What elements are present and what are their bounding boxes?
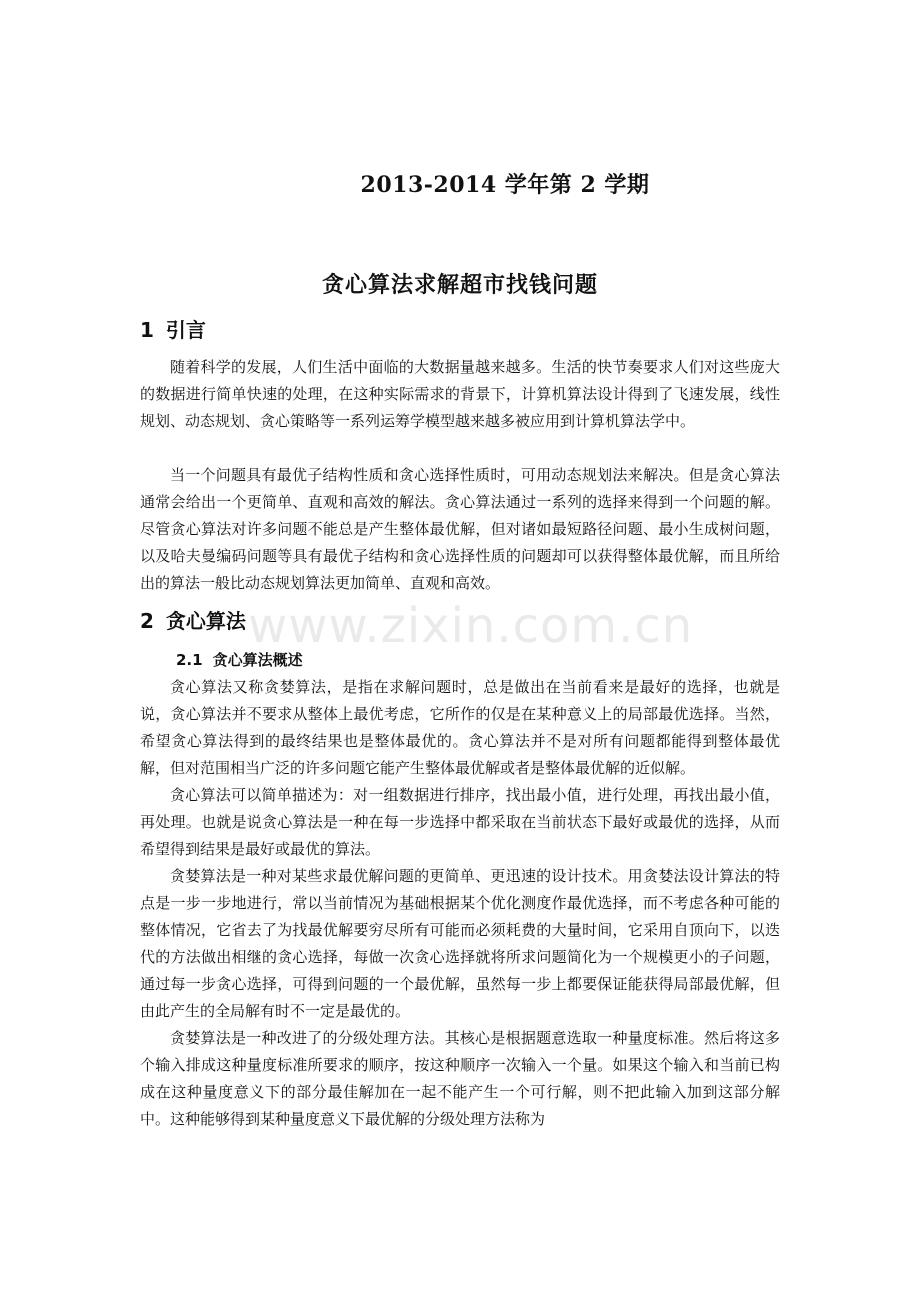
paragraph: 贪心算法可以简单描述为：对一组数据进行排序，找出最小值，进行处理，再找出最小值，再处理。也就是说贪心算法是一种在每一步选择中都采取在当前状态下最好或最优的选择，从而希望得到结果是最好或最优的算法。 <box>140 786 780 858</box>
section-number: 2 <box>140 609 154 633</box>
subsection-number: 2.1 <box>176 651 203 669</box>
section-number: 1 <box>140 318 154 342</box>
paragraph: 贪婪算法是一种改进了的分级处理方法。其核心是根据题意选取一种量度标准。然后将这多个输入排成这种量度标准所要求的顺序，按这种顺序一次输入一个量。如果这个输入和当前已构成在这种量度意义下的部分最佳解加在一起不能产生一个可行解，则不把此输入加到这部分解中。这种能够得到某种量度意义下最优解的分级处理方法称为 <box>140 1029 780 1128</box>
section-title: 引言 <box>165 318 206 342</box>
section-title: 贪心算法 <box>165 609 246 633</box>
semester-header: 2013-2014 学年第 2 学期 <box>360 172 650 198</box>
watermark: www.zixin.com.cn <box>248 598 694 654</box>
paragraph: 随着科学的发展，人们生活中面临的大数据量越来越多。生活的快节奏要求人们对这些庞大的数据进行简单快速的处理，在这种实际需求的背景下，计算机算法设计得到了飞速发展，线性规划、动态规划、贪心策略等一系列运筹学模型越来越多被应用到计算机算法学中。 <box>140 358 780 430</box>
subsection-2-1-heading <box>176 649 303 670</box>
paragraph: 贪婪算法是一种对某些求最优解问题的更简单、更迅速的设计技术。用贪婪法设计算法的特点是一步一步地进行，常以当前情况为基础根据某个优化测度作最优选择，而不考虑各种可能的整体情况，它省去了为找最优解要穷尽所有可能而必须耗费的大量时间，它采用自顶向下，以迭代的方法做出相继的贪心选择，每做一次贪心选择就将所求问题简化为一个规模更小的子问题，通过每一步贪心选择，可得到问题的一个最优解，虽然每一步上都要保证能获得局部最优解，但由此产生的全局解有时不一定是最优的。 <box>140 867 780 1020</box>
subsection-title: 贪心算法概述 <box>212 651 303 669</box>
paragraph: 当一个问题具有最优子结构性质和贪心选择性质时，可用动态规划法来解决。但是贪心算法通常会给出一个更简单、直观和高效的解法。贪心算法通过一系列的选择来得到一个问题的解。尽管贪心算法对许多问题不能总是产生整体最优解，但对诸如最短路径问题、最小生成树问题，以及哈夫曼编码问题等具有最优子结构和贪心选择性质的问题却可以获得整体最优解，而且所给出的算法一般比动态规划算法更加简单、直观和高效。 <box>140 466 780 592</box>
section-2-heading <box>140 605 246 634</box>
section-1-heading <box>140 314 206 343</box>
paper-title: 贪心算法求解超市找钱问题 <box>321 272 598 298</box>
paragraph: 贪心算法又称贪婪算法，是指在求解问题时，总是做出在当前看来是最好的选择，也就是说，贪心算法并不要求从整体上最优考虑，它所作的仅是在某种意义上的局部最优选择。当然，希望贪心算法得到的最终结果也是整体最优的。贪心算法并不是对所有问题都能得到整体最优解，但对范围相当广泛的许多问题它能产生整体最优解或者是整体最优解的近似解。 <box>140 678 780 777</box>
